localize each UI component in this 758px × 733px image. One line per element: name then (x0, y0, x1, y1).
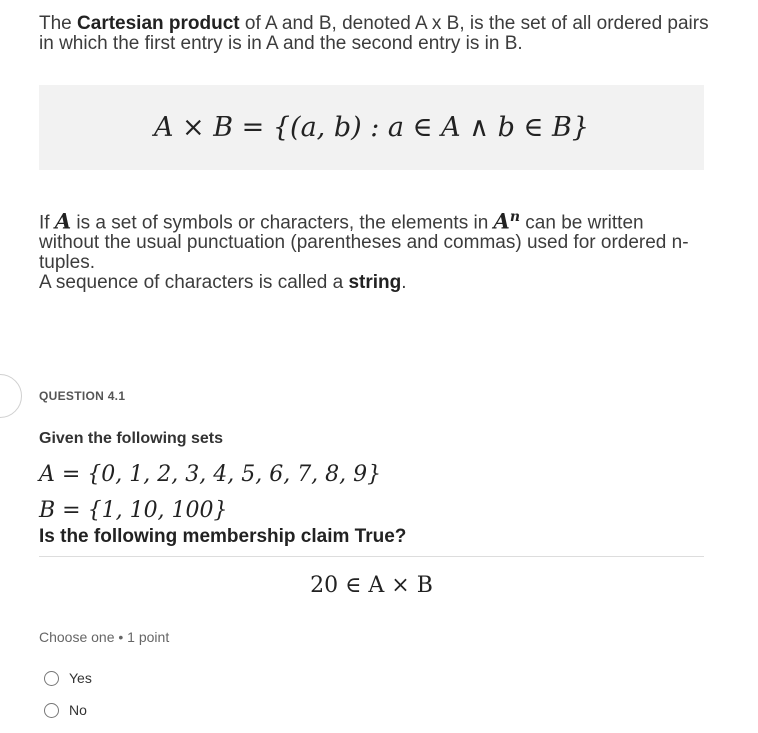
cartesian-formula: A × B = {(a, b) : a ∈ A ∧ b ∈ B} (39, 85, 704, 170)
set-a: A = {0, 1, 2, 3, 4, 5, 6, 7, 8, 9} (39, 462, 382, 487)
string-term: string (348, 272, 402, 294)
question-meta: Choose one • 1 point (39, 629, 170, 645)
radio-no[interactable] (44, 703, 59, 718)
given-sets-heading: Given the following sets (39, 430, 224, 447)
question-prompt: Is the following membership claim True? (39, 526, 407, 547)
radio-yes[interactable] (44, 671, 59, 686)
divider (39, 556, 704, 557)
question-label: QUESTION 4.1 (39, 389, 126, 403)
option-no[interactable]: No (44, 702, 87, 718)
option-yes[interactable]: Yes (44, 670, 92, 686)
strings-paragraph: If A is a set of symbols or characters, the elements in $A^n$ can be written without the usual punctuation (parentheses and commas) used for ordered n-tuples. A sequence of characters is called a string. (39, 208, 689, 294)
side-nav-handle[interactable] (0, 374, 22, 418)
cartesian-term: Cartesian product (77, 13, 240, 34)
cartesian-definition: The Cartesian product of A and B, denoted A x B, is the set of all ordered pairs in which the first entry is in A and the second entry is in B. (39, 13, 709, 54)
membership-claim: 20 ∈ A × B (310, 573, 433, 598)
set-b: B = {1, 10, 100} (39, 498, 228, 523)
